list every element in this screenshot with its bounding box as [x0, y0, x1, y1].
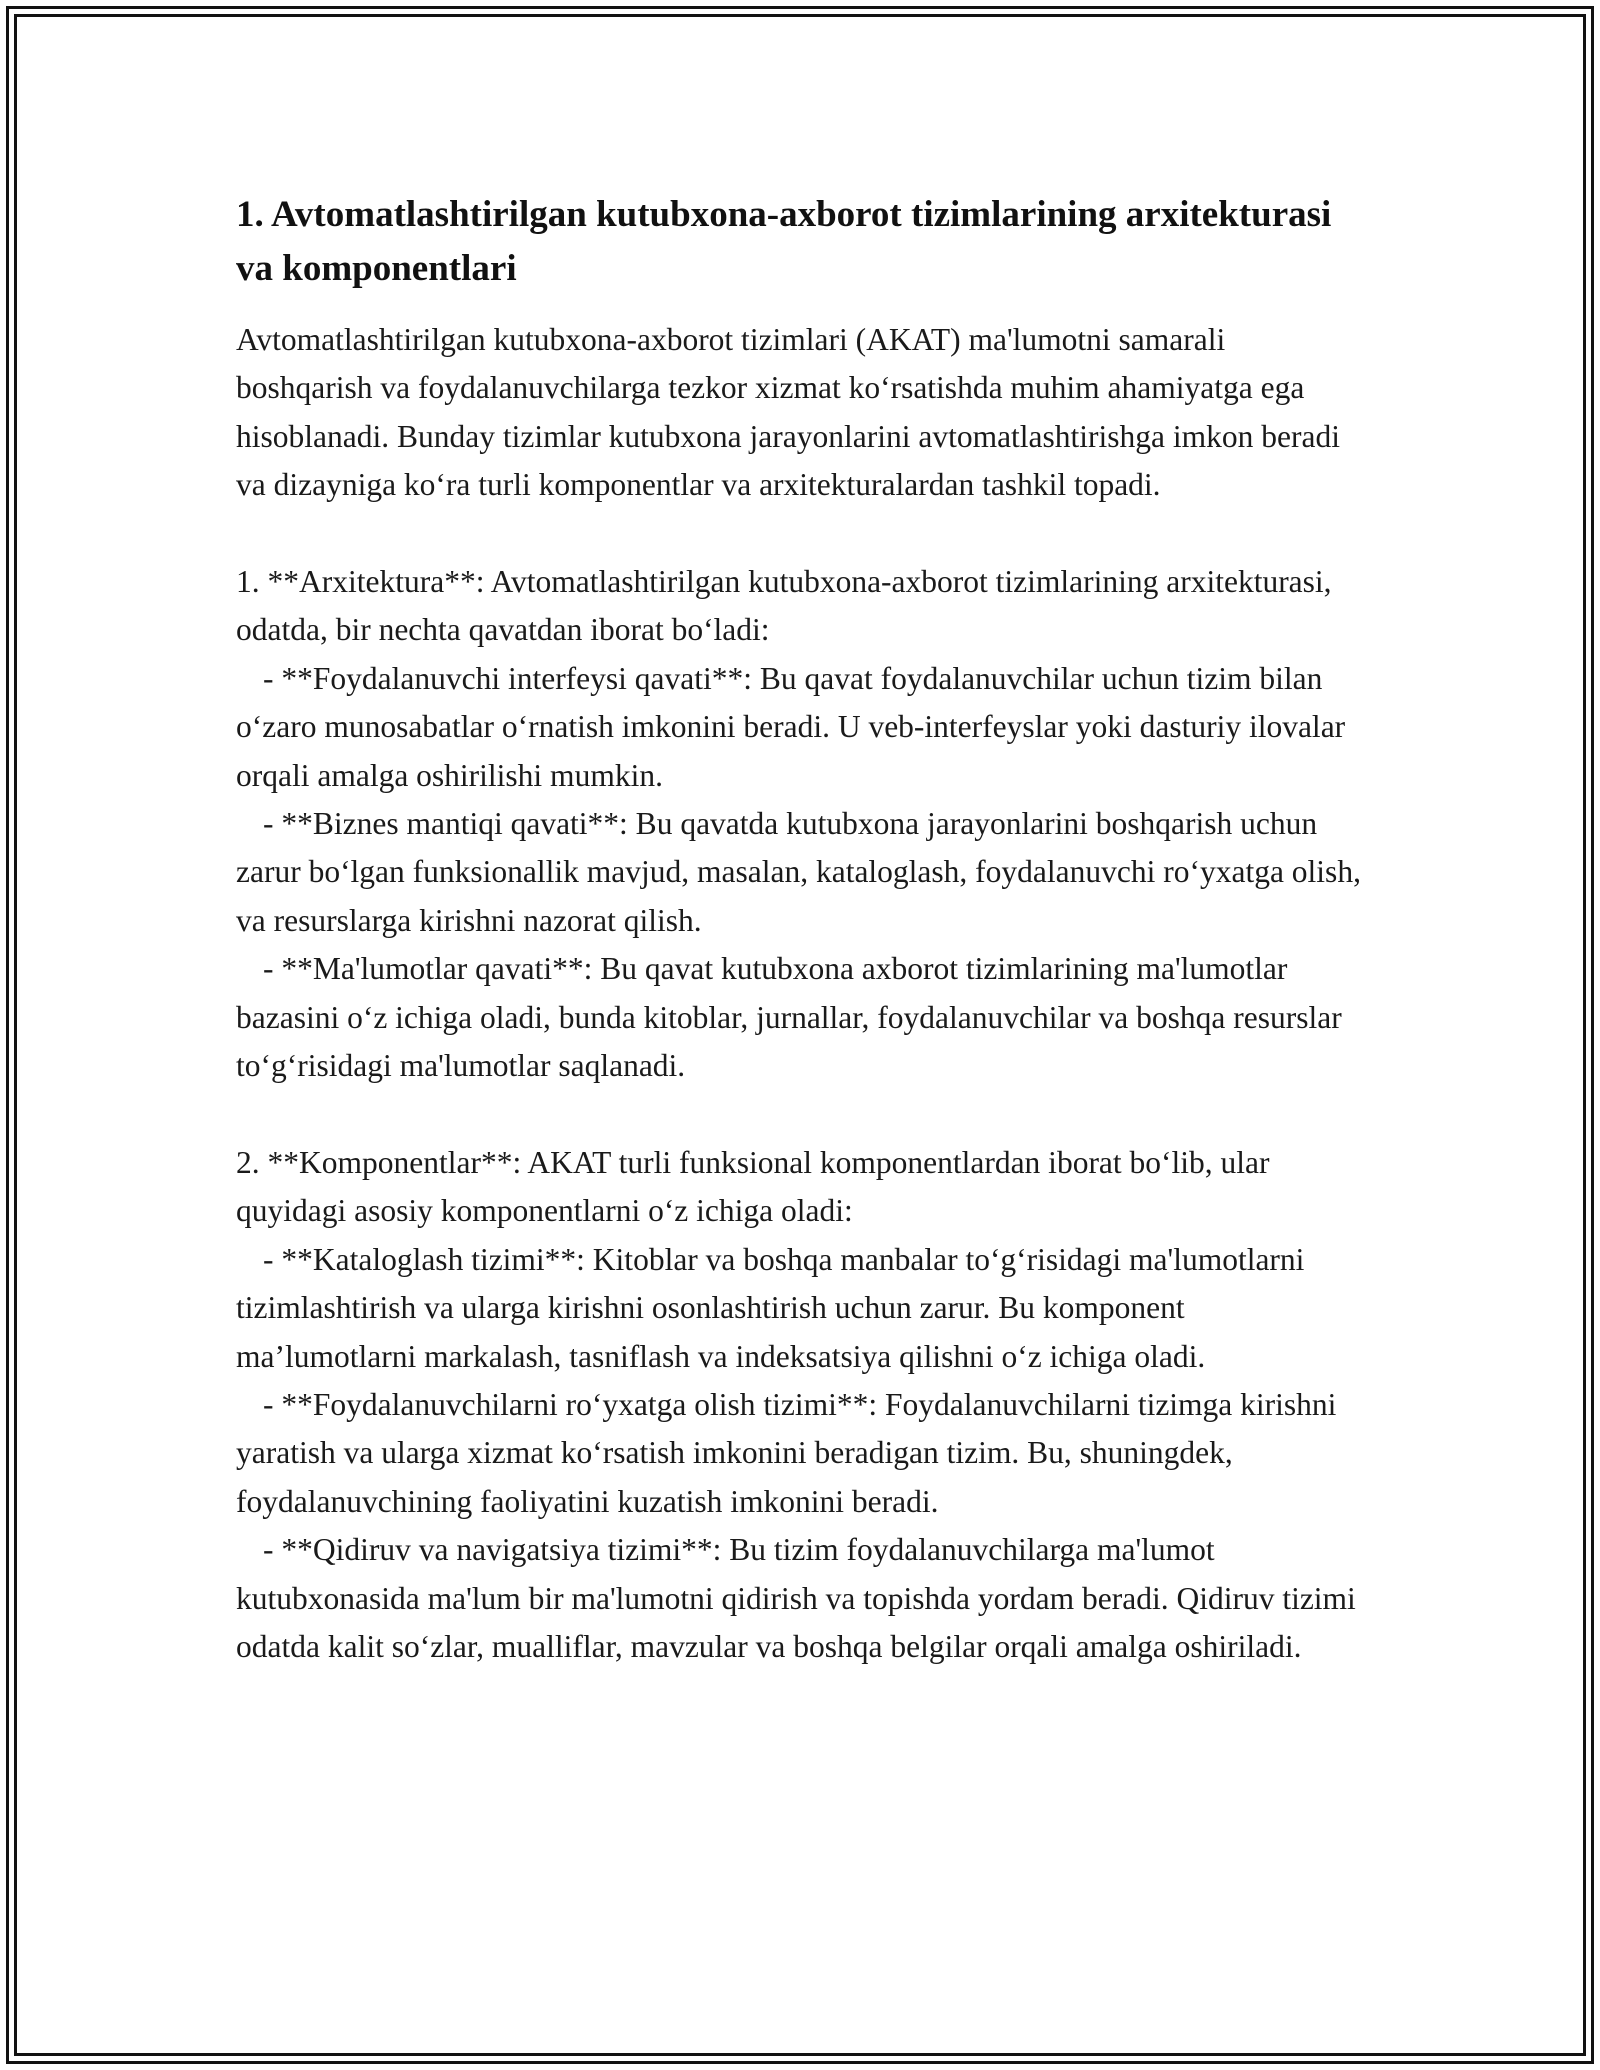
list-item: - **Qidiruv va navigatsiya tizimi**: Bu tizim foydalanuvchilarga ma'lumot kutubxonasida ma'lum bir ma'lumotni qidirish va topishda yordam beradi. Qidiruv tizimi odatda kalit soʻzlar, mualliflar, mavzular va boshqa belgilar orqali amalga oshiriladi. [236, 1532, 1356, 1664]
section-heading: 1. **Arxitektura**: Avtomatlashtirilgan kutubxona-axborot tizimlarining arxitekturasi, odatda, bir nechta qavatdan iborat boʻladi: [236, 564, 1332, 648]
section-architecture [236, 558, 1366, 1090]
section-heading: 2. **Komponentlar**: AKAT turli funksional komponentlardan iborat boʻlib, ular quyidagi asosiy komponentlarni oʻz ichiga oladi: [236, 1144, 1270, 1229]
document-body [236, 188, 1366, 1671]
list-item: - **Ma'lumotlar qavati**: Bu qavat kutubxona axborot tizimlarining ma'lumotlar bazasini oʻz ichiga oladi, bunda kitoblar, jurnallar, foydalanuvchilar va boshqa resurslar toʻgʻrisidagi ma'lumotlar saqlanadi. [236, 951, 1342, 1084]
list-item: - **Foydalanuvchilarni roʻyxatga olish tizimi**: Foydalanuvchilarni tizimga kirishni yaratish va ularga xizmat koʻrsatish imkonini beradigan tizim. Bu, shuningdek, foydalanuvchining faoliyatini kuzatish imkonini beradi. [236, 1386, 1337, 1519]
section-components [236, 1139, 1366, 1671]
list-item: - **Foydalanuvchi interfeysi qavati**: Bu qavat foydalanuvchilar uchun tizim bilan oʻzaro munosabatlar oʻrnatish imkonini beradi. U veb-interfeyslar yoki dasturiy ilovalar orqali amalga oshirilishi mumkin. [236, 660, 1346, 793]
list-item: - **Biznes mantiqi qavati**: Bu qavatda kutubxona jarayonlarini boshqarish uchun zarur boʻlgan funksionallik mavjud, masalan, kataloglash, foydalanuvchi roʻyxatga olish, va resurslarga kirishni nazorat qilish. [236, 806, 1361, 938]
document-title: 1. Avtomatlashtirilgan kutubxona-axborot tizimlarining arxitekturasi va komponentlari [236, 194, 1332, 289]
intro-paragraph: Avtomatlashtirilgan kutubxona-axborot tizimlari (AKAT) ma'lumotni samarali boshqarish va foydalanuvchilarga tezkor xizmat koʻrsatishda muhim ahamiyatga ega hisoblanadi. Bunday tizimlar kutubxona jarayonlarini avtomatlashtirishga imkon beradi va dizayniga koʻra turli komponentlar va arxitekturalardan tashkil topadi. [236, 322, 1340, 503]
list-item: - **Kataloglash tizimi**: Kitoblar va boshqa manbalar toʻgʻrisidagi ma'lumotlarni tizimlashtirish va ularga kirishni osonlashtirish uchun zarur. Bu komponent ma’lumotlarni markalash, tasniflash va indeksatsiya qilishni oʻz ichiga oladi. [236, 1241, 1305, 1374]
